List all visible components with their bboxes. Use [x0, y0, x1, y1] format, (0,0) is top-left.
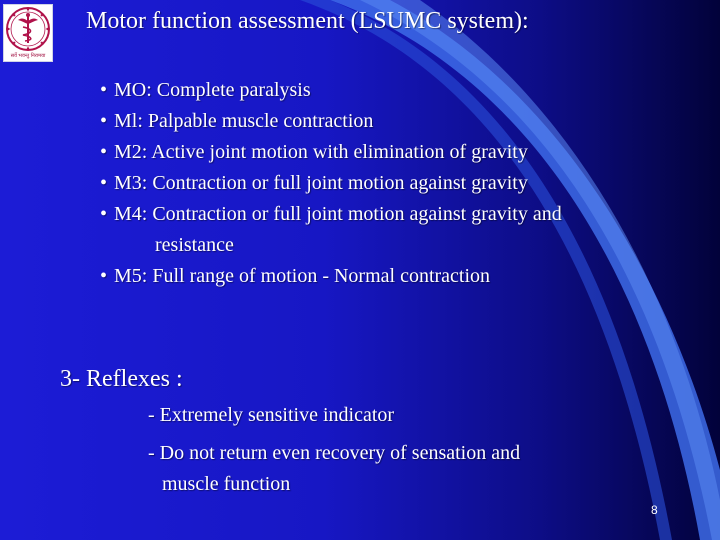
bullet: •: [100, 110, 108, 132]
motor-grade-list: [100, 75, 562, 292]
list-item: [100, 261, 562, 292]
bullet: •: [100, 141, 108, 163]
grade-text: MO: Complete paralysis: [114, 79, 311, 101]
reflexes-heading: 3- Reflexes :: [60, 366, 183, 392]
logo-motto: सर्वे भवन्तु निरामया: [10, 53, 46, 59]
reflexes-notes: [148, 400, 520, 500]
list-item: [148, 400, 520, 431]
grade-text: M2: Active joint motion with elimination of gravity: [114, 141, 528, 163]
institute-logo: [3, 4, 53, 62]
note-text: - Do not return even recovery of sensation and: [148, 442, 521, 464]
grade-text-continuation: resistance: [155, 234, 234, 256]
list-item: [100, 75, 562, 106]
bullet: •: [100, 265, 108, 287]
bullet: •: [100, 172, 108, 194]
bullet: •: [100, 79, 108, 101]
grade-text: M4: Contraction or full joint motion against gravity and: [114, 203, 562, 225]
bullet: •: [100, 203, 108, 225]
page-number: 8: [651, 503, 658, 517]
grade-text: M3: Contraction or full joint motion against gravity: [114, 172, 528, 194]
list-item: [100, 199, 562, 261]
list-item: [148, 438, 520, 500]
list-item: [100, 168, 562, 199]
caduceus-emblem-icon: [4, 5, 52, 53]
list-item: [100, 137, 562, 168]
grade-text: M5: Full range of motion - Normal contraction: [114, 265, 491, 287]
grade-text: Ml: Palpable muscle contraction: [114, 110, 374, 132]
note-text: - Extremely sensitive indicator: [148, 404, 395, 426]
note-text-continuation: muscle function: [162, 473, 291, 495]
list-item: [100, 106, 562, 137]
slide-title: Motor function assessment (LSUMC system):: [86, 8, 529, 34]
